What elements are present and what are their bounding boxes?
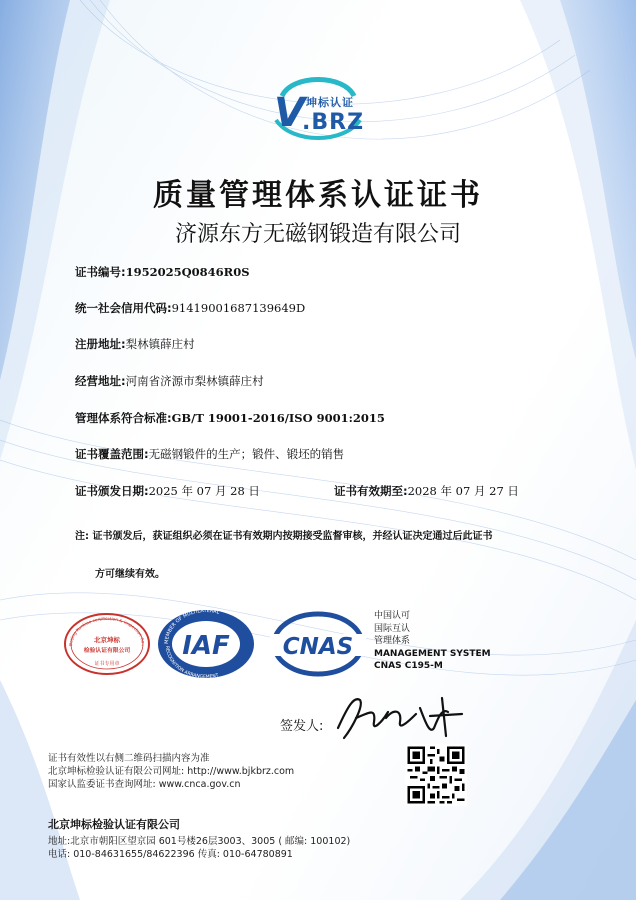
expiry-date-label: 证书有效期至: [334,484,408,498]
standard-value: GB/T 19001-2016/ISO 9001:2015 [171,411,385,425]
info-line-3: 国家认监委证书查询网址: www.cnca.gov.cn [48,779,241,790]
seal-center-line-2: 检验认证有限公司 [83,648,131,654]
registered-address-row [75,336,195,352]
credit-code-label: 统一社会信用代码: [75,301,172,315]
issue-date-row [75,483,260,499]
info-line-2: 北京坤标检验认证有限公司网址: http://www.bjkbrz.com [48,766,295,777]
seal-bottom-text: 证书专用章 [94,661,120,667]
scope-row [75,446,344,462]
certificate-title: 质量管理体系认证证书 [153,178,483,213]
brand-logo-v: V [274,90,305,136]
note-line-1: 注: 证书颁发后，获证组织必须在证书有效期内按期接受监督审核，并经认证决定通过后此证书 [75,531,493,542]
accreditation-line-3: 管理体系 [374,636,411,646]
accreditation-text [374,610,491,673]
phone-fax-line: 电话: 010-84631655/84622396 传真: 010-64780891 [48,848,293,860]
scope-label: 证书覆盖范围: [75,447,149,461]
registered-address-label: 注册地址: [75,337,126,351]
cnas-text: CNAS [282,634,354,660]
registered-address-value: 梨林镇薛庄村 [125,337,195,351]
note-line-2: 方可继续有效。 [95,569,165,580]
verification-info [48,752,294,791]
standard-row [75,410,385,426]
accreditation-line-2: 国际互认 [374,623,411,634]
seal-center-line-1: 北京坤标 [94,636,120,644]
cnas-logo [270,610,366,678]
standard-label: 管理体系符合标准: [75,411,172,425]
issuing-organization: 北京坤标检验认证有限公司 [48,818,180,831]
iaf-logo [156,608,256,680]
business-address-label: 经营地址: [75,374,126,388]
scope-value: 无磁钢锻件的生产；锻件、锻坯的销售 [148,447,345,461]
credit-code-value: 91419001687139649D [171,301,306,315]
business-address-row [75,373,264,389]
seal-ring-text: Beijing Kunbiao certification & Inspection Co., [67,615,147,647]
brand-logo-brz: .BRZ [302,110,365,135]
business-address-value: 河南省济源市梨林镇薛庄村 [125,374,264,388]
issue-date-label: 证书颁发日期: [75,484,149,498]
cert-number-label: 证书编号: [75,265,126,279]
accreditation-line-5: CNAS C195-M [374,661,443,671]
accreditation-line-1: 中国认可 [374,611,411,621]
iaf-center-text: IAF [182,631,230,661]
certificate-note [75,518,555,594]
issue-date-value: 2025 年 07 月 28 日 [148,484,260,498]
certification-seal [62,612,152,676]
brand-logo-cn: 坤标认证 [306,96,354,109]
info-line-1: 证书有效性以右侧二维码扫描内容为准 [48,753,210,764]
qr-code[interactable] [405,744,467,806]
cert-number-value: 1952025Q0846R0S [125,265,250,279]
iaf-top-text: MEMBER OF MULTILATERAL [163,608,221,645]
signature [330,688,470,744]
expiry-date-value: 2028 年 07 月 27 日 [407,484,519,498]
company-name: 济源东方无磁钢锻造有限公司 [174,222,461,247]
cert-number-row [75,264,250,280]
credit-code-row [75,300,305,316]
signer-label: 签发人: [280,719,324,734]
accreditation-line-4: MANAGEMENT SYSTEM [374,648,491,659]
organization-contact [48,836,350,861]
iaf-bottom-text: RECOGNITION ARRANGEMENT [163,645,220,680]
address-line: 地址:北京市朝阳区望京园 601号楼26层3003、3005 ( 邮编: 100102) [48,836,351,847]
expiry-date-row [334,483,519,499]
